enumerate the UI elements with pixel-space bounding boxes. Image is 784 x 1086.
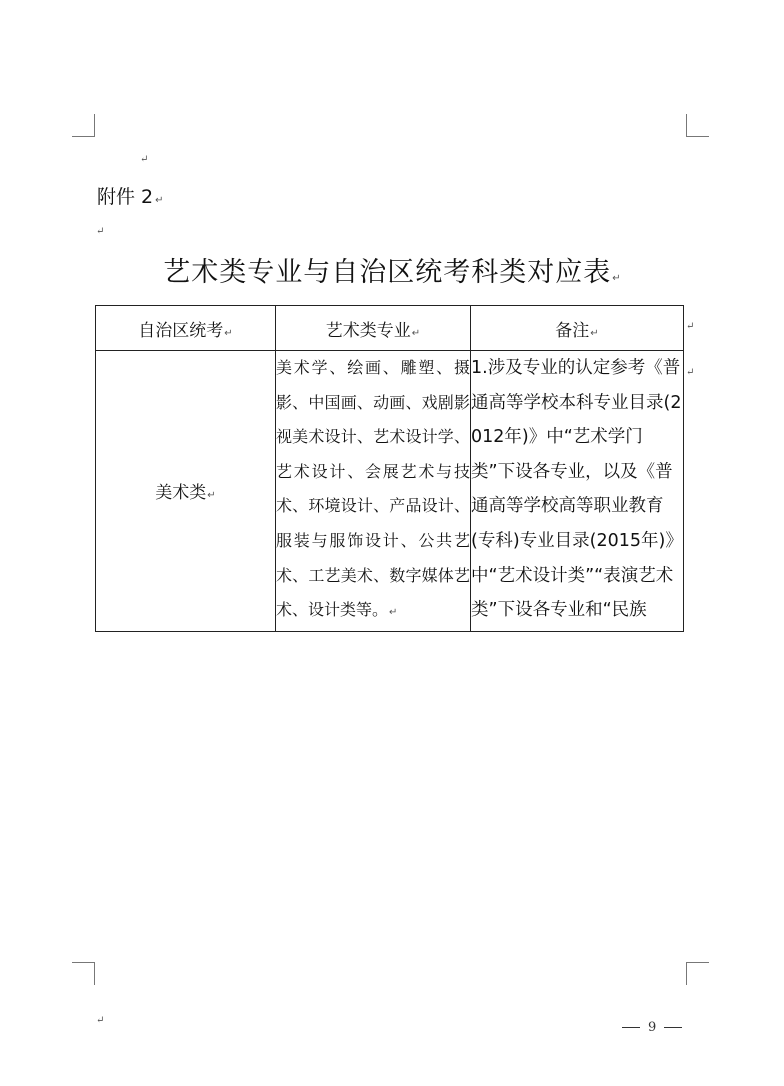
- paragraph-mark-icon: ↵: [155, 195, 164, 206]
- table-header-cell: 艺术类专业↵: [276, 306, 471, 351]
- table-header-cell: 备注↵: [471, 306, 684, 351]
- paragraph-mark-icon: ↵: [224, 327, 233, 339]
- paragraph-mark-icon: ↵: [411, 327, 421, 339]
- paragraph-mark-icon: ↵: [140, 154, 149, 165]
- paragraph-mark-icon: ↵: [686, 321, 695, 332]
- crop-mark-bottom-right: [686, 962, 709, 985]
- paragraph-mark-icon: ↵: [96, 226, 105, 237]
- majors-cell: 美术学、绘画、雕塑、摄影、中国画、动画、戏剧影视美术设计、艺术设计学、艺术设计、会展艺术与技术、环境设计、产品设计、服装与服饰设计、公共艺术、工艺美术、数字媒体艺术、设计类等。↵: [276, 351, 471, 632]
- table-header-row: [96, 306, 684, 351]
- document-title-text: 艺术类专业与自治区统考科类对应表: [163, 257, 612, 288]
- document-title: [0, 250, 784, 289]
- paragraph-mark-icon: ↵: [389, 607, 398, 619]
- attachment-label-text: 附件 2: [97, 186, 154, 208]
- table-header-cell: 自治区统考↵: [96, 306, 276, 351]
- crop-mark-top-right: [686, 114, 709, 137]
- category-cell: 美术类↵: [96, 351, 276, 632]
- correspondence-table: [95, 305, 684, 632]
- remarks-cell: 1.涉及专业的认定参考《普通高等学校本科专业目录(2012年)》中“艺术学门类”下设各专业，以及《普通高等学校高等职业教育(专科)专业目录(2015年)》中“艺术设计类”“表演艺术类”下设各专业和“民族: [471, 351, 684, 632]
- page-number: [622, 1020, 682, 1035]
- paragraph-mark-icon: ↵: [96, 1015, 105, 1026]
- attachment-label: [97, 182, 164, 209]
- crop-mark-top-left: [72, 114, 95, 137]
- table-row: [96, 351, 684, 632]
- paragraph-mark-icon: ↵: [686, 367, 695, 378]
- paragraph-mark-icon: ↵: [207, 490, 216, 502]
- page-number-dash-left: [622, 1027, 640, 1028]
- page-number-dash-right: [664, 1027, 682, 1028]
- paragraph-mark-icon: ↵: [590, 327, 599, 339]
- paragraph-mark-icon: ↵: [612, 273, 621, 284]
- crop-mark-bottom-left: [72, 962, 95, 985]
- page-number-text: 9: [648, 1020, 657, 1035]
